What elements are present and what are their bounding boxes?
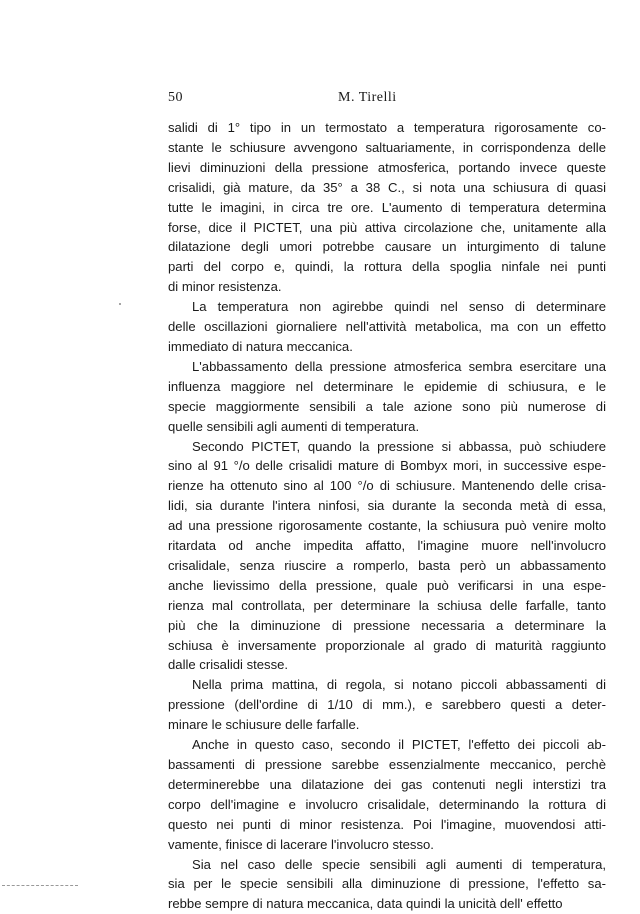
page-number: 50 xyxy=(168,90,183,105)
running-head-author: M. Tirelli xyxy=(338,90,397,105)
text-line: lidi, sia durante l'intera ninfosi, sia durante la seconda metà di essa, xyxy=(168,498,606,514)
text-line: rienze ha ottenuto sino al 100 °/o di schiusure. Mantenendo delle crisa- xyxy=(168,478,606,494)
paragraph xyxy=(168,735,606,854)
text-line: tutte le imagini, in circa tre ore. L'aumento di temperatura determina xyxy=(168,199,606,215)
text-line: ritardata od anche impedita affatto, l'imagine muore nell'involucro xyxy=(168,538,606,554)
text-line: Secondo PICTET, quando la pressione si abbassa, può schiudere xyxy=(192,438,606,454)
text-line: crisalidale, senza riuscire a romperlo, basta però un abbassamento xyxy=(168,557,606,573)
text-line: forse, dice il PICTET, una più attiva circolazione che, unitamente alla xyxy=(168,219,606,235)
text-line: sino al 91 °/o delle crisalidi mature di Bombyx mori, in successive espe- xyxy=(168,458,606,474)
text-line: questo nei punti di minor resistenza. Poi l'imagine, muovendosi atti- xyxy=(168,816,606,832)
text-line: più che la diminuzione di pressione necessaria a determinare la xyxy=(168,617,606,633)
text-line: parti del corpo e, quindi, la rottura della spoglia ninfale nei punti xyxy=(168,259,606,275)
text-line: La temperatura non agirebbe quindi nel senso di determinare xyxy=(192,299,606,315)
text-line: Sia nel caso delle specie sensibili agli aumenti di temperatura, xyxy=(192,856,606,872)
text-line: Nella prima mattina, di regola, si notano piccoli abbassamenti di xyxy=(192,677,606,693)
text-line: bassamenti di pressione sarebbe essenzialmente meccanico, perchè xyxy=(168,757,606,772)
text-line: immediato di natura meccanica. xyxy=(168,338,353,354)
text-line: sia per le specie sensibili alla diminuzione di pressione, l'effetto sa- xyxy=(168,876,606,892)
text-line: di minor resistenza. xyxy=(168,279,282,295)
text-line: salidi di 1° tipo in un termostato a temperatura rigorosamente co- xyxy=(168,120,606,135)
paragraph xyxy=(168,297,606,357)
body-text xyxy=(168,118,606,914)
text-line: dalle crisalidi stesse. xyxy=(168,657,289,673)
text-line: schiusa è inversamente proporzionale al grado di maturità raggiunto xyxy=(168,637,606,653)
paragraph xyxy=(168,855,606,914)
text-line: influenza maggiore nel determinare le epidemie di schiusura, e le xyxy=(168,378,606,394)
running-head xyxy=(168,90,608,110)
text-line: rienza mal controllata, per determinare la schiusa delle farfalle, tanto xyxy=(168,597,606,613)
text-line: stante le schiusure avvengono saltuariamente, in corrispondenza delle xyxy=(168,139,606,155)
text-line: corpo dell'imagine e involucro crisalidale, determinando la rottura di xyxy=(168,796,606,812)
text-line: delle oscillazioni giornaliere nell'attività metabolica, ma con un effetto xyxy=(168,319,606,335)
paragraph xyxy=(168,118,606,297)
text-line: anche lievissimo della pressione, quale può verificarsi in una espe- xyxy=(168,577,606,593)
text-line: ad una pressione rigorosamente costante, la schiusura può venire molto xyxy=(168,518,606,534)
page-edge-mark xyxy=(2,885,78,887)
text-line: crisalidi, già mature, da 35° a 38 C., si nota una schiusura di quasi xyxy=(168,179,606,195)
paragraph xyxy=(168,675,606,735)
text-line: pressione (dell'ordine di 1/10 di mm.), e sarebbero questi a deter- xyxy=(168,697,606,713)
text-line: specie maggiormente sensibili a tale azione sono più numerose di xyxy=(168,398,606,414)
text-line: Anche in questo caso, secondo il PICTET, l'effetto dei piccoli ab- xyxy=(192,737,606,753)
paragraph xyxy=(168,437,606,676)
text-line: L'abbassamento della pressione atmosferica sembra esercitare una xyxy=(192,358,606,374)
text-line: rebbe sempre di natura meccanica, data quindi la unicità dell' effetto xyxy=(168,896,563,912)
paper-speck xyxy=(119,303,121,305)
text-line: quelle sensibili agli aumenti di temperatura. xyxy=(168,418,420,434)
paragraph xyxy=(168,357,606,437)
text-line: lievi diminuzioni della pressione atmosferica, portando invece queste xyxy=(168,159,606,175)
text-line: vamente, finisce di lacerare l'involucro stesso. xyxy=(168,836,434,852)
text-line: dilatazione degli umori potrebbe causare un inturgimento di talune xyxy=(168,239,606,255)
text-line: determinerebbe una dilatazione dei gas contenuti negli interstizi tra xyxy=(168,776,606,792)
text-line: minare le schiusure delle farfalle. xyxy=(168,717,360,733)
